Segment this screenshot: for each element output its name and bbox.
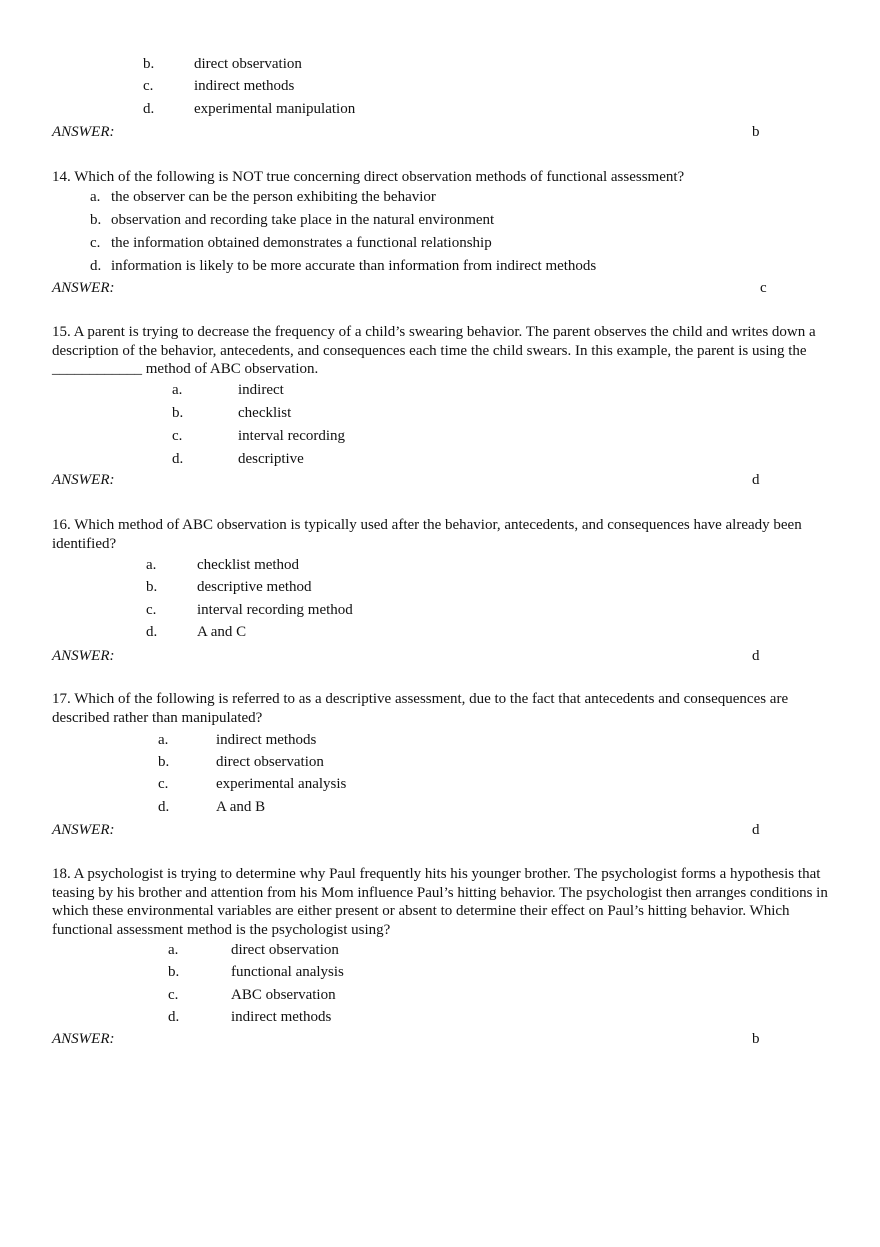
answer-label: ANSWER: bbox=[52, 472, 115, 488]
option-text: functional analysis bbox=[231, 964, 344, 980]
option-letter: d. bbox=[158, 799, 170, 815]
option-letter: c. bbox=[90, 235, 101, 251]
option-letter: c. bbox=[143, 78, 154, 94]
option-letter: b. bbox=[146, 579, 158, 595]
option-letter: d. bbox=[146, 624, 158, 640]
option-letter: c. bbox=[172, 428, 183, 444]
option-letter: d. bbox=[90, 258, 102, 274]
answer-label: ANSWER: bbox=[52, 822, 115, 838]
option-letter: a. bbox=[168, 942, 179, 958]
option-text: indirect bbox=[238, 382, 284, 398]
option-text: experimental analysis bbox=[216, 776, 347, 792]
question-text: 16. Which method of ABC observation is typically used after the behavior, antecedents, and consequences have already been identified? bbox=[52, 517, 802, 552]
answer-value: d bbox=[752, 648, 760, 664]
option-letter: d. bbox=[168, 1009, 180, 1025]
option-text: interval recording method bbox=[197, 602, 353, 618]
option-letter: c. bbox=[146, 602, 157, 618]
option-text: A and C bbox=[197, 624, 247, 640]
answer-value: b bbox=[752, 1031, 760, 1047]
question-text: 14. Which of the following is NOT true concerning direct observation methods of functional assessment? bbox=[52, 169, 685, 185]
option-text: ABC observation bbox=[231, 987, 336, 1003]
option-text: the information obtained demonstrates a functional relationship bbox=[111, 235, 492, 251]
option-text: information is likely to be more accurate than information from indirect methods bbox=[111, 258, 597, 274]
option-letter: b. bbox=[172, 405, 184, 421]
option-letter: a. bbox=[146, 557, 157, 573]
question-text: 18. A psychologist is trying to determine why Paul frequently hits his younger brother. The psychologist forms a hypothesis that teasing by his brother and attention from his Mom influence Paul’s hitting behavior. The psychologist then arranges conditions in which these environmental variables are either present or absent to determine their effect on Paul’s hitting behavior. Which functional assessment method is the psychologist using? bbox=[52, 866, 828, 938]
option-letter: a. bbox=[90, 189, 101, 205]
answer-value: d bbox=[752, 822, 760, 838]
option-letter: b. bbox=[158, 754, 170, 770]
answer-label: ANSWER: bbox=[52, 124, 115, 140]
option-text: the observer can be the person exhibiting the behavior bbox=[111, 189, 436, 205]
option-text: direct observation bbox=[194, 56, 302, 72]
option-letter: b. bbox=[143, 56, 155, 72]
answer-value: d bbox=[752, 472, 760, 488]
option-text: checklist bbox=[238, 405, 292, 421]
option-letter: d. bbox=[172, 451, 184, 467]
option-text: indirect methods bbox=[216, 732, 317, 748]
option-letter: b. bbox=[90, 212, 102, 228]
option-text: interval recording bbox=[238, 428, 346, 444]
answer-label: ANSWER: bbox=[52, 1031, 115, 1047]
option-letter: c. bbox=[158, 776, 169, 792]
answer-label: ANSWER: bbox=[52, 280, 115, 296]
question-text: 15. A parent is trying to decrease the frequency of a child’s swearing behavior. The parent observes the child and writes down a description of the behavior, antecedents, and consequences each time the child swears. In this example, the parent is using the ____________ method of ABC observation. bbox=[52, 324, 816, 377]
option-text: A and B bbox=[216, 799, 266, 815]
option-letter: a. bbox=[158, 732, 169, 748]
option-text: descriptive bbox=[238, 451, 304, 467]
option-text: observation and recording take place in the natural environment bbox=[111, 212, 495, 228]
option-text: checklist method bbox=[197, 557, 300, 573]
option-text: experimental manipulation bbox=[194, 101, 356, 117]
option-letter: d. bbox=[143, 101, 155, 117]
option-letter: c. bbox=[168, 987, 179, 1003]
question-text: 17. Which of the following is referred to as a descriptive assessment, due to the fact that antecedents and consequences are described rather than manipulated? bbox=[52, 691, 789, 726]
option-letter: b. bbox=[168, 964, 180, 980]
answer-value: b bbox=[752, 124, 760, 140]
option-text: indirect methods bbox=[231, 1009, 332, 1025]
option-text: descriptive method bbox=[197, 579, 312, 595]
answer-value: c bbox=[760, 280, 767, 296]
answer-label: ANSWER: bbox=[52, 648, 115, 664]
option-text: direct observation bbox=[216, 754, 324, 770]
option-text: direct observation bbox=[231, 942, 339, 958]
option-text: indirect methods bbox=[194, 78, 295, 94]
option-letter: a. bbox=[172, 382, 183, 398]
